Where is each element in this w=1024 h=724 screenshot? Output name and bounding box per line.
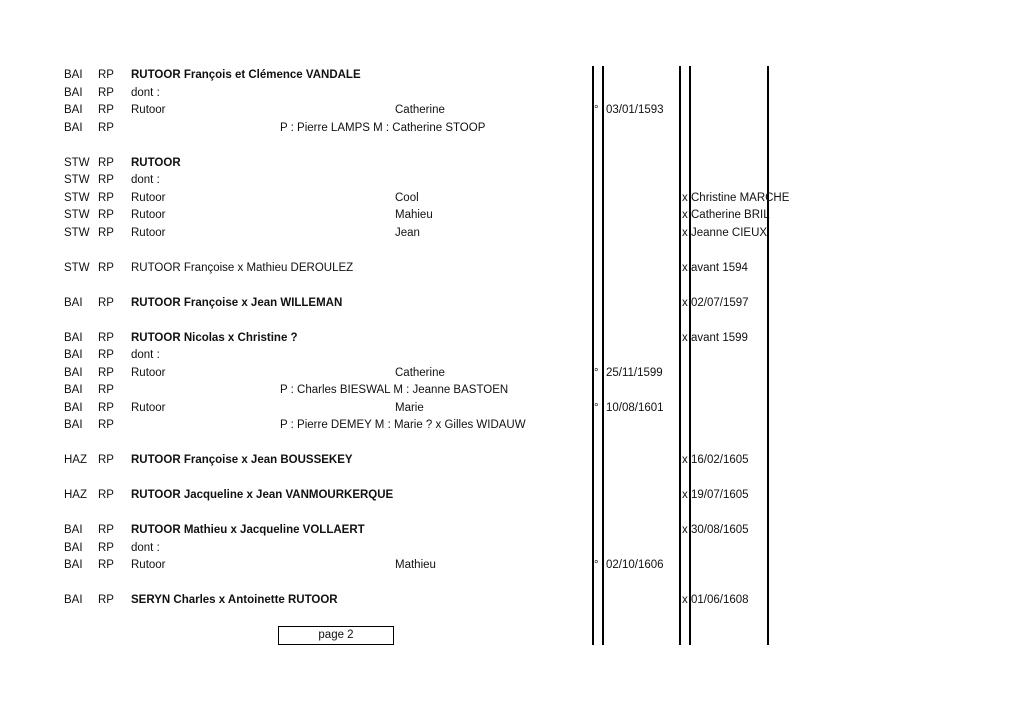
source-code: RP	[98, 559, 114, 571]
record-name: Rutoor	[131, 559, 166, 571]
location-code: BAI	[64, 331, 83, 344]
page-number-box	[278, 626, 394, 645]
record-name: Rutoor	[131, 104, 166, 116]
location-code: BAI	[64, 69, 83, 81]
first-name: Catherine	[395, 366, 445, 379]
source-code: RP	[98, 349, 114, 361]
location-code: STW	[64, 261, 90, 274]
source-code: RP	[98, 209, 114, 221]
location-code: BAI	[64, 366, 83, 379]
source-code: RP	[98, 174, 114, 186]
marriage-mark: x	[682, 454, 688, 466]
source-code: RP	[98, 226, 114, 239]
record-name: Rutoor	[131, 191, 166, 204]
marriage-info: avant 1594	[691, 261, 748, 274]
baptism-date: 03/01/1593	[606, 104, 664, 116]
record-name: RUTOOR Jacqueline x Jean VANMOURKERQUE	[131, 489, 394, 501]
marriage-info: 01/06/1608	[691, 594, 749, 606]
record-name: Rutoor	[131, 226, 166, 239]
location-code: BAI	[64, 384, 83, 396]
source-code: RP	[98, 296, 114, 309]
baptism-mark: °	[594, 559, 599, 571]
location-code: BAI	[64, 401, 83, 414]
marriage-info: 19/07/1605	[691, 489, 749, 501]
source-code: RP	[98, 86, 114, 99]
record-name: dont :	[131, 86, 160, 99]
marriage-info: avant 1599	[691, 331, 748, 344]
marriage-mark: x	[682, 594, 688, 606]
source-code: RP	[98, 384, 114, 396]
record-row	[0, 540, 1024, 557]
location-code: BAI	[64, 419, 83, 431]
record-name: RUTOOR Nicolas x Christine ?	[131, 331, 298, 344]
record-row	[0, 365, 1024, 382]
source-code: RP	[98, 121, 114, 134]
record-row	[0, 347, 1024, 364]
source-code: RP	[98, 401, 114, 414]
marriage-mark: x	[682, 261, 688, 274]
source-code: RP	[98, 489, 114, 501]
godparents: P : Charles BIESWAL M : Jeanne BASTOEN	[280, 384, 509, 396]
source-code: RP	[98, 541, 114, 554]
marriage-mark: x	[682, 489, 688, 501]
marriage-info: Christine MARCHE	[691, 191, 790, 204]
record-row	[0, 592, 1024, 609]
record-row	[0, 155, 1024, 172]
location-code: STW	[64, 191, 90, 204]
location-code: BAI	[64, 349, 83, 361]
baptism-date: 25/11/1599	[606, 366, 663, 379]
location-code: BAI	[64, 86, 83, 99]
location-code: BAI	[64, 541, 83, 554]
record-row	[0, 102, 1024, 119]
marriage-mark: x	[682, 226, 688, 239]
location-code: STW	[64, 209, 90, 221]
record-name: Rutoor	[131, 209, 166, 221]
record-row	[0, 400, 1024, 417]
record-name: Rutoor	[131, 401, 166, 414]
record-name: Rutoor	[131, 366, 166, 379]
source-code: RP	[98, 191, 114, 204]
baptism-mark: °	[594, 104, 599, 116]
marriage-mark: x	[682, 331, 688, 344]
source-code: RP	[98, 156, 114, 169]
location-code: HAZ	[64, 454, 87, 466]
baptism-date: 10/08/1601	[606, 401, 664, 414]
source-code: RP	[98, 104, 114, 116]
marriage-info: 16/02/1605	[691, 454, 749, 466]
source-code: RP	[98, 331, 114, 344]
location-code: STW	[64, 156, 90, 169]
location-code: BAI	[64, 296, 83, 309]
record-row	[0, 330, 1024, 347]
source-code: RP	[98, 454, 114, 466]
record-row	[0, 120, 1024, 137]
record-name: RUTOOR Françoise x Jean BOUSSEKEY	[131, 454, 353, 466]
first-name: Marie	[395, 401, 424, 414]
source-code: RP	[98, 261, 114, 274]
record-name: RUTOOR François et Clémence VANDALE	[131, 69, 361, 81]
first-name: Mahieu	[395, 209, 433, 221]
record-name: RUTOOR Françoise x Mathieu DEROULEZ	[131, 261, 354, 274]
record-row	[0, 452, 1024, 469]
record-name: SERYN Charles x Antoinette RUTOOR	[131, 594, 338, 606]
record-row	[0, 172, 1024, 189]
first-name: Catherine	[395, 104, 445, 116]
record-row	[0, 417, 1024, 434]
location-code: BAI	[64, 594, 83, 606]
record-name: dont :	[131, 349, 160, 361]
marriage-mark: x	[682, 296, 688, 309]
record-name: RUTOOR Mathieu x Jacqueline VOLLAERT	[131, 524, 365, 536]
godparents: P : Pierre DEMEY M : Marie ? x Gilles WIDAUW	[280, 419, 526, 431]
source-code: RP	[98, 419, 114, 431]
record-row	[0, 67, 1024, 84]
baptism-date: 02/10/1606	[606, 559, 664, 571]
first-name: Cool	[395, 191, 419, 204]
record-row	[0, 295, 1024, 312]
location-code: BAI	[64, 524, 83, 536]
location-code: BAI	[64, 559, 83, 571]
location-code: STW	[64, 226, 90, 239]
record-name: dont :	[131, 541, 160, 554]
page-number-label: page 2	[318, 629, 354, 641]
record-row	[0, 225, 1024, 242]
record-row	[0, 382, 1024, 399]
record-row	[0, 557, 1024, 574]
source-code: RP	[98, 69, 114, 81]
record-name: RUTOOR	[131, 156, 181, 169]
source-code: RP	[98, 524, 114, 536]
marriage-info: Catherine BRIL	[691, 209, 770, 221]
location-code: BAI	[64, 121, 83, 134]
record-row	[0, 522, 1024, 539]
marriage-mark: x	[682, 191, 688, 204]
marriage-mark: x	[682, 524, 688, 536]
baptism-mark: °	[594, 401, 599, 414]
location-code: STW	[64, 174, 90, 186]
marriage-info: Jeanne CIEUX	[691, 226, 768, 239]
record-row	[0, 190, 1024, 207]
marriage-mark: x	[682, 209, 688, 221]
first-name: Jean	[395, 226, 420, 239]
record-row	[0, 85, 1024, 102]
record-name: RUTOOR Françoise x Jean WILLEMAN	[131, 296, 343, 309]
marriage-info: 02/07/1597	[691, 296, 749, 309]
godparents: P : Pierre LAMPS M : Catherine STOOP	[280, 121, 486, 134]
source-code: RP	[98, 366, 114, 379]
record-row	[0, 207, 1024, 224]
source-code: RP	[98, 594, 114, 606]
baptism-mark: °	[594, 366, 599, 379]
record-row	[0, 260, 1024, 277]
record-name: dont :	[131, 174, 160, 186]
location-code: BAI	[64, 104, 83, 116]
marriage-info: 30/08/1605	[691, 524, 749, 536]
location-code: HAZ	[64, 489, 87, 501]
record-row	[0, 487, 1024, 504]
first-name: Mathieu	[395, 559, 436, 571]
